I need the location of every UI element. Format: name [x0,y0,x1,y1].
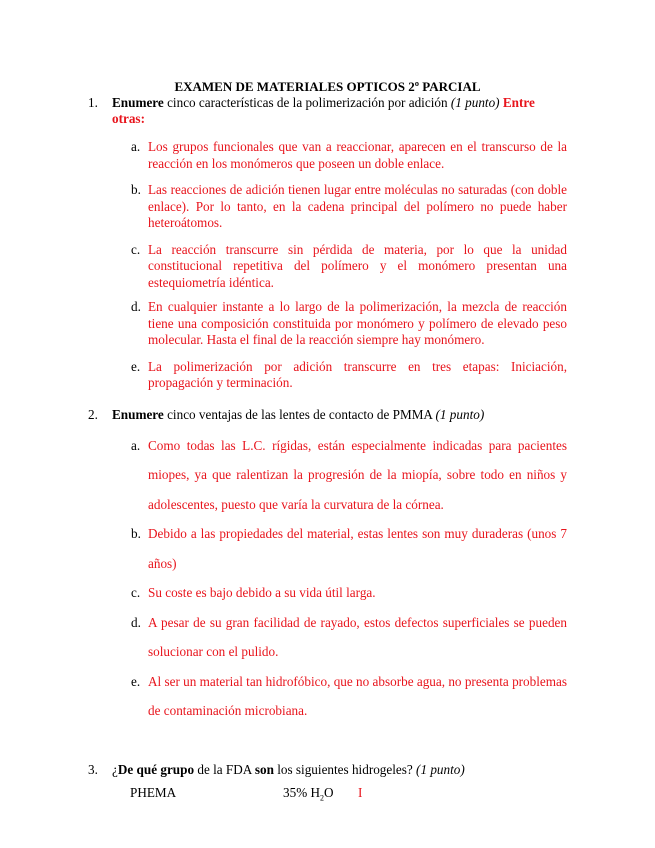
answer-item [131,242,567,292]
item-label: c. [131,241,141,257]
item-text: A pesar de su gran facilidad de rayado, estos defectos superficiales se pueden solucionar con el pulido. [148,614,567,659]
answer-item [131,139,567,172]
question-text: cinco características de la polimerización por adición [163,95,451,110]
item-text: La reacción transcurre sin pérdida de materia, por lo que la unidad constitucional repetitiva del polímero y el monómero presentan una estequiometría idéntica. [148,241,567,290]
question-1 [88,95,568,127]
question-2 [88,407,568,423]
answer-item [131,299,567,349]
water-text: 35% H [283,784,320,800]
question-keyword: De qué grupo [117,761,195,777]
question-mark: ¿ [112,761,118,777]
item-text: Las reacciones de adición tienen lugar entre moléculas no saturadas (con doble enlace). Por lo tanto, en la cadena principal del polímero no puede haber heteroátomos. [148,182,567,230]
item-text: Los grupos funcionales que van a reaccionar, aparecen en el transcurso de la reacción en los monómeros que poseen un doble enlace. [148,139,567,171]
hydrogel-material: PHEMA [130,784,177,800]
item-label: b. [131,182,141,197]
question-points: (1 punto) [450,95,500,110]
hydrogel-water [283,785,334,801]
answer-item [131,182,567,232]
item-label: d. [131,614,141,630]
question-number: 3. [88,761,98,777]
item-label: e. [131,673,141,689]
answer-item [131,667,567,726]
water-text-end: O [324,784,334,800]
question-number: 1. [88,95,98,110]
item-text: Al ser un material tan hidrofóbico, que no absorbe agua, no presenta problemas de contaminación microbiana. [148,673,567,718]
question-points: (1 punto) [435,406,485,422]
item-label: d. [131,299,141,314]
question-text: los siguientes hidrogeles? [273,761,417,777]
item-label: a. [131,139,141,154]
question-text: cinco ventajas de las lentes de contacto de PMMA [163,406,436,422]
answer-item [131,519,567,578]
answer-item [131,359,567,392]
question-points: (1 punto) [416,761,465,777]
item-text: La polimerización por adición transcurre en tres etapas: Iniciación, propagación y terminación. [148,358,567,390]
item-text: Su coste es bajo debido a su vida útil larga. [148,585,376,600]
hydrogel-row [0,785,655,803]
answer-intro: Entre otras: [112,95,535,126]
item-text: En cualquier instante a lo largo de la polimerización, la mezcla de reacción tiene una composición constituida por monómero y polímero de elevado peso molecular. Hasta el final de la reacción siempre hay monómero. [148,299,567,347]
item-label: e. [131,358,141,374]
item-text: Debido a las propiedades del material, estas lentes son muy duraderas (unos 7 años) [148,526,567,571]
question-3 [88,762,568,778]
item-label: b. [131,526,141,541]
question-text: de la FDA [194,761,255,777]
question-keyword: Enumere [112,406,164,422]
item-label: a. [131,437,141,453]
question-keyword: Enumere [112,95,164,110]
exam-title: EXAMEN DE MATERIALES OPTICOS 2º PARCIAL [174,79,481,94]
hydrogel-group-answer: I [358,784,363,800]
item-text: Como todas las L.C. rígidas, están especialmente indicadas para pacientes miopes, ya que ralentizan la progresión de la miopía, sobre todo en niños y adolescentes, puesto que varía la curvatura de la córnea. [148,437,567,512]
item-label: c. [131,585,141,600]
answer-item [131,431,567,520]
water-subscript: 2 [320,793,324,803]
answer-item [131,608,567,667]
answer-item [131,578,567,608]
question-keyword: son [254,761,274,777]
question-number: 2. [88,406,98,422]
